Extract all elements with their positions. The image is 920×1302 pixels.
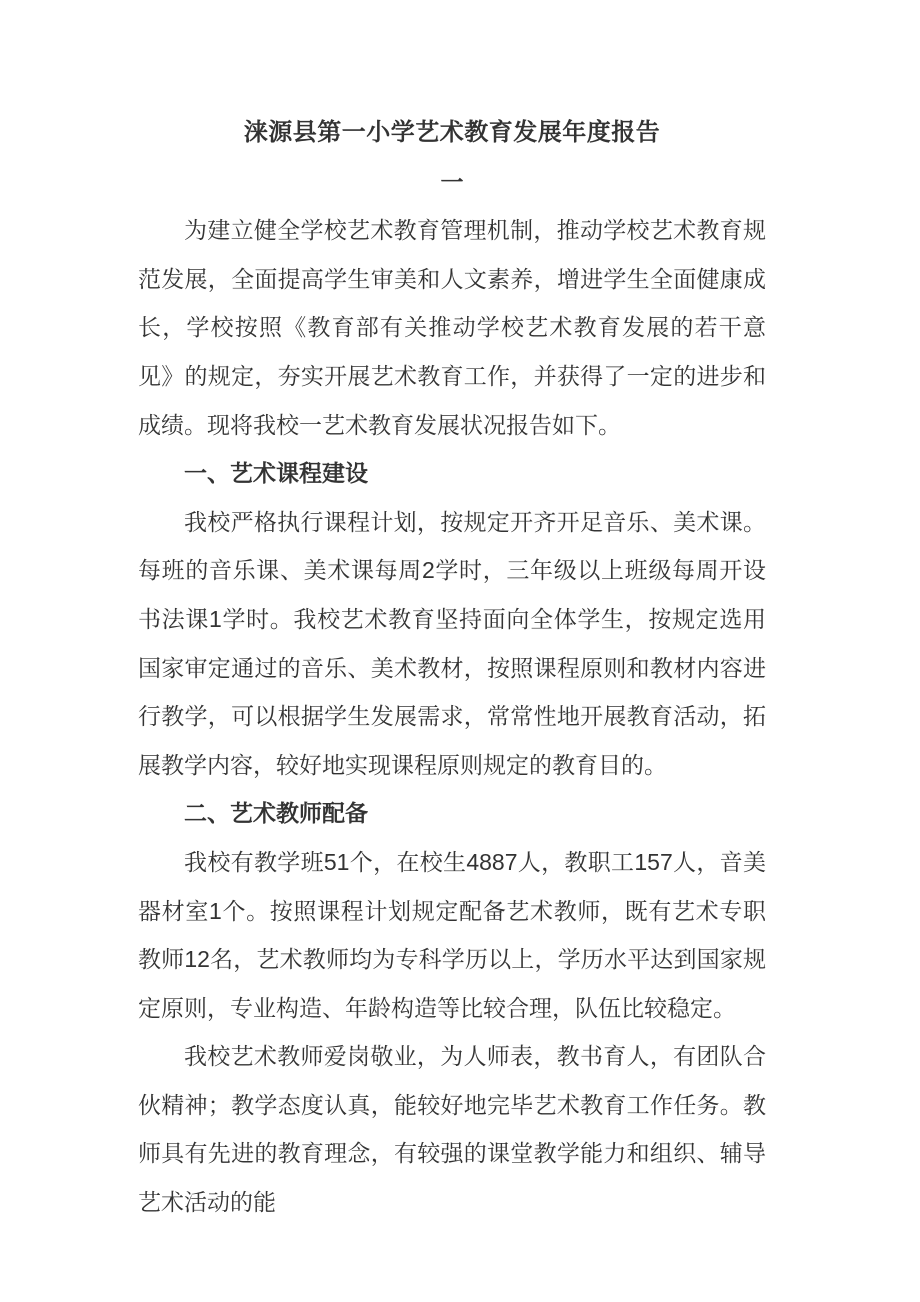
paragraph-teacher-quality: 我校艺术教师爱岗敬业，为人师表，教书育人，有团队合伙精神；教学态度认真，能较好地完毕艺术教育工作任务。教师具有先进的教育理念，有较强的课堂教学能力和组织、辅导艺术活动的能: [138, 1043, 766, 1216]
paragraph-teacher-staffing: 我校有教学班51个，在校生4887人，教职工157人，音美器材室1个。按照课程计划规定配备艺术教师，既有艺术专职教师12名，艺术教师均为专科学历以上，学历水平达到国家规定原则，专业构造、年龄构造等比较合理，队伍比较稳定。: [138, 848, 766, 1021]
document-title: 涞源县第一小学艺术教育发展年度报告: [243, 119, 661, 146]
section-heading-art-curriculum: 一、艺术课程建设: [184, 460, 368, 487]
title-dash: 一: [440, 168, 464, 195]
paragraph-curriculum-implementation: 我校严格执行课程计划，按规定开齐开足音乐、美术课。每班的音乐课、美术课每周2学时，三年级以上班级每周开设书法课1学时。我校艺术教育坚持面向全体学生，按规定选用国家审定通过的音乐、美术教材，按照课程原则和教材内容进行教学，可以根据学生发展需求，常常性地开展教育活动，拓展教学内容，较好地实现课程原则规定的教育目的。: [138, 508, 766, 778]
paragraph-intro: 为建立健全学校艺术教育管理机制，推动学校艺术教育规范发展，全面提高学生审美和人文素养，增进学生全面健康成长，学校按照《教育部有关推动学校艺术教育发展的若干意见》的规定，夯实开展艺术教育工作，并获得了一定的进步和成绩。现将我校一艺术教育发展状况报告如下。: [138, 217, 766, 438]
section-heading-art-teachers: 二、艺术教师配备: [184, 800, 368, 827]
